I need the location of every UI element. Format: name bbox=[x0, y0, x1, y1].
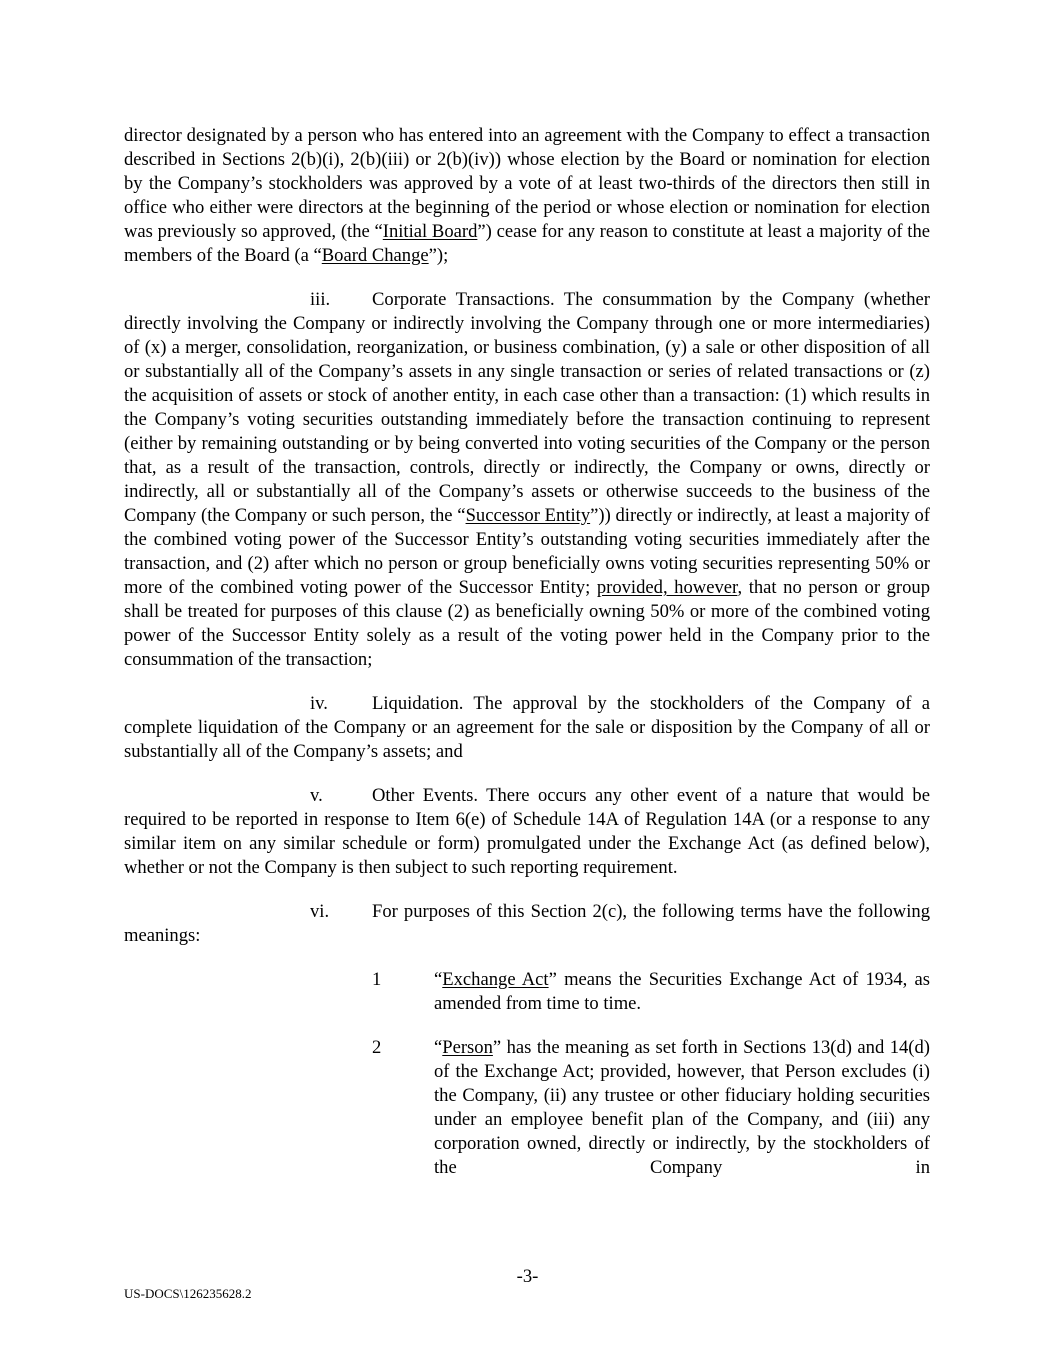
defined-term-board-change: Board Change bbox=[321, 245, 429, 266]
quote-mark: “ bbox=[434, 1037, 443, 1058]
paragraph-liquidation bbox=[124, 692, 930, 764]
item-number: iv. bbox=[310, 693, 328, 714]
paragraph-text: Other Events. There occurs any other event of a nature that would be required to be reported in response to Item 6(e) of Schedule 14A of Regulation 14A (or a response to any similar item on any similar schedule or form) promulgated under the Exchange Act (as defined below), whether or not the Company is then subject to such reporting requirement. bbox=[124, 785, 930, 878]
defined-term-person: Person bbox=[442, 1037, 493, 1058]
quote-mark: “ bbox=[434, 969, 443, 990]
defined-term-exchange-act: Exchange Act bbox=[442, 969, 549, 990]
document-body bbox=[124, 124, 930, 1180]
paragraph-text: For purposes of this Section 2(c), the following terms have the following meanings: bbox=[124, 901, 930, 946]
paragraph-corporate-transactions bbox=[124, 288, 930, 672]
document-id: US-DOCS\126235628.2 bbox=[124, 1286, 252, 1301]
paragraph-text: Liquidation. The approval by the stockholders of the Company of a complete liquidation of the Company or an agreement for the sale or disposition by the Company of all or substantially all of the Company’s assets; and bbox=[124, 693, 930, 762]
item-number: v. bbox=[310, 785, 323, 806]
paragraph-definitions-intro bbox=[124, 900, 930, 948]
paragraph-text: , that no person or group shall be treated for purposes of this clause (2) as beneficially owning 50% or more of the combined voting power of the Successor Entity solely as a result of the voting power held in the Company prior to the consummation of the transaction; bbox=[124, 577, 930, 670]
provided-however: provided, however bbox=[596, 577, 738, 598]
definition-text bbox=[434, 968, 930, 1016]
paragraph-text: director designated by a person who has entered into an agreement with the Company to effect a transaction described in Sections 2(b)(i), 2(b)(iii) or 2(b)(iv)) whose election by the Board or nomination for election by the Company’s stockholders was approved by a vote of at least two-thirds of the directors then still in office who either were directors at the beginning of the period or whose election or nomination for election was previously so approved, (the “ bbox=[124, 125, 930, 242]
paragraph-text: ”); bbox=[428, 245, 449, 266]
definition-number: 1 bbox=[372, 969, 382, 990]
definition-body: ” means the Securities Exchange Act of 1934, as amended from time to time. bbox=[434, 969, 930, 1014]
defined-term-initial-board: Initial Board bbox=[382, 221, 478, 242]
page-number: -3- bbox=[516, 1266, 539, 1287]
definition-text bbox=[434, 1036, 930, 1180]
paragraph-text: ”) cease for any reason to constitute at least a majority of the members of the Board (a “ bbox=[124, 221, 931, 266]
item-number: iii. bbox=[310, 289, 331, 310]
definition-body: ” has the meaning as set forth in Sections 13(d) and 14(d) of the Exchange Act; provided, however, that Person excludes (i) the Company, (ii) any trustee or other fiduciary holding securities under an employee benefit plan of the Company, and (iii) any corporation owned, directly or indirectly, by the stockholders of the Company in bbox=[434, 1037, 930, 1178]
paragraph-board-change bbox=[124, 124, 930, 268]
paragraph-text: ”)) directly or indirectly, at least a majority of the combined voting power of the Successor Entity’s outstanding voting securities immediately after the transaction, and (2) after which no person or group beneficially owns voting securities representing 50% or more of the combined voting power of the Successor Entity; bbox=[124, 505, 930, 598]
paragraph-text: Corporate Transactions. The consummation by the Company (whether directly involving the Company or indirectly involving the Company through one or more intermediaries) of (x) a merger, consolidation, reorganization, or business combination, (y) a sale or other disposition of all or substantially all of the Company’s assets in any single transaction or series of related transactions or (z) the acquisition of assets or stock of another entity, in each case other than a transaction: (1) which results in the Company’s voting securities outstanding immediately before the transaction continuing to represent (either by remaining outstanding or by being converted into voting securities of the Company or the person that, as a result of the transaction, controls, directly or indirectly, the Company or owns, directly or indirectly, all or substantially all of the Company’s assets or otherwise succeeds to the business of the Company (the Company or such person, the “ bbox=[124, 289, 930, 526]
item-number: vi. bbox=[310, 901, 330, 922]
definition-person bbox=[372, 1036, 930, 1180]
definition-number: 2 bbox=[372, 1037, 382, 1058]
defined-term-successor-entity: Successor Entity bbox=[465, 505, 591, 526]
definition-exchange-act bbox=[372, 968, 930, 1016]
paragraph-other-events bbox=[124, 784, 930, 880]
